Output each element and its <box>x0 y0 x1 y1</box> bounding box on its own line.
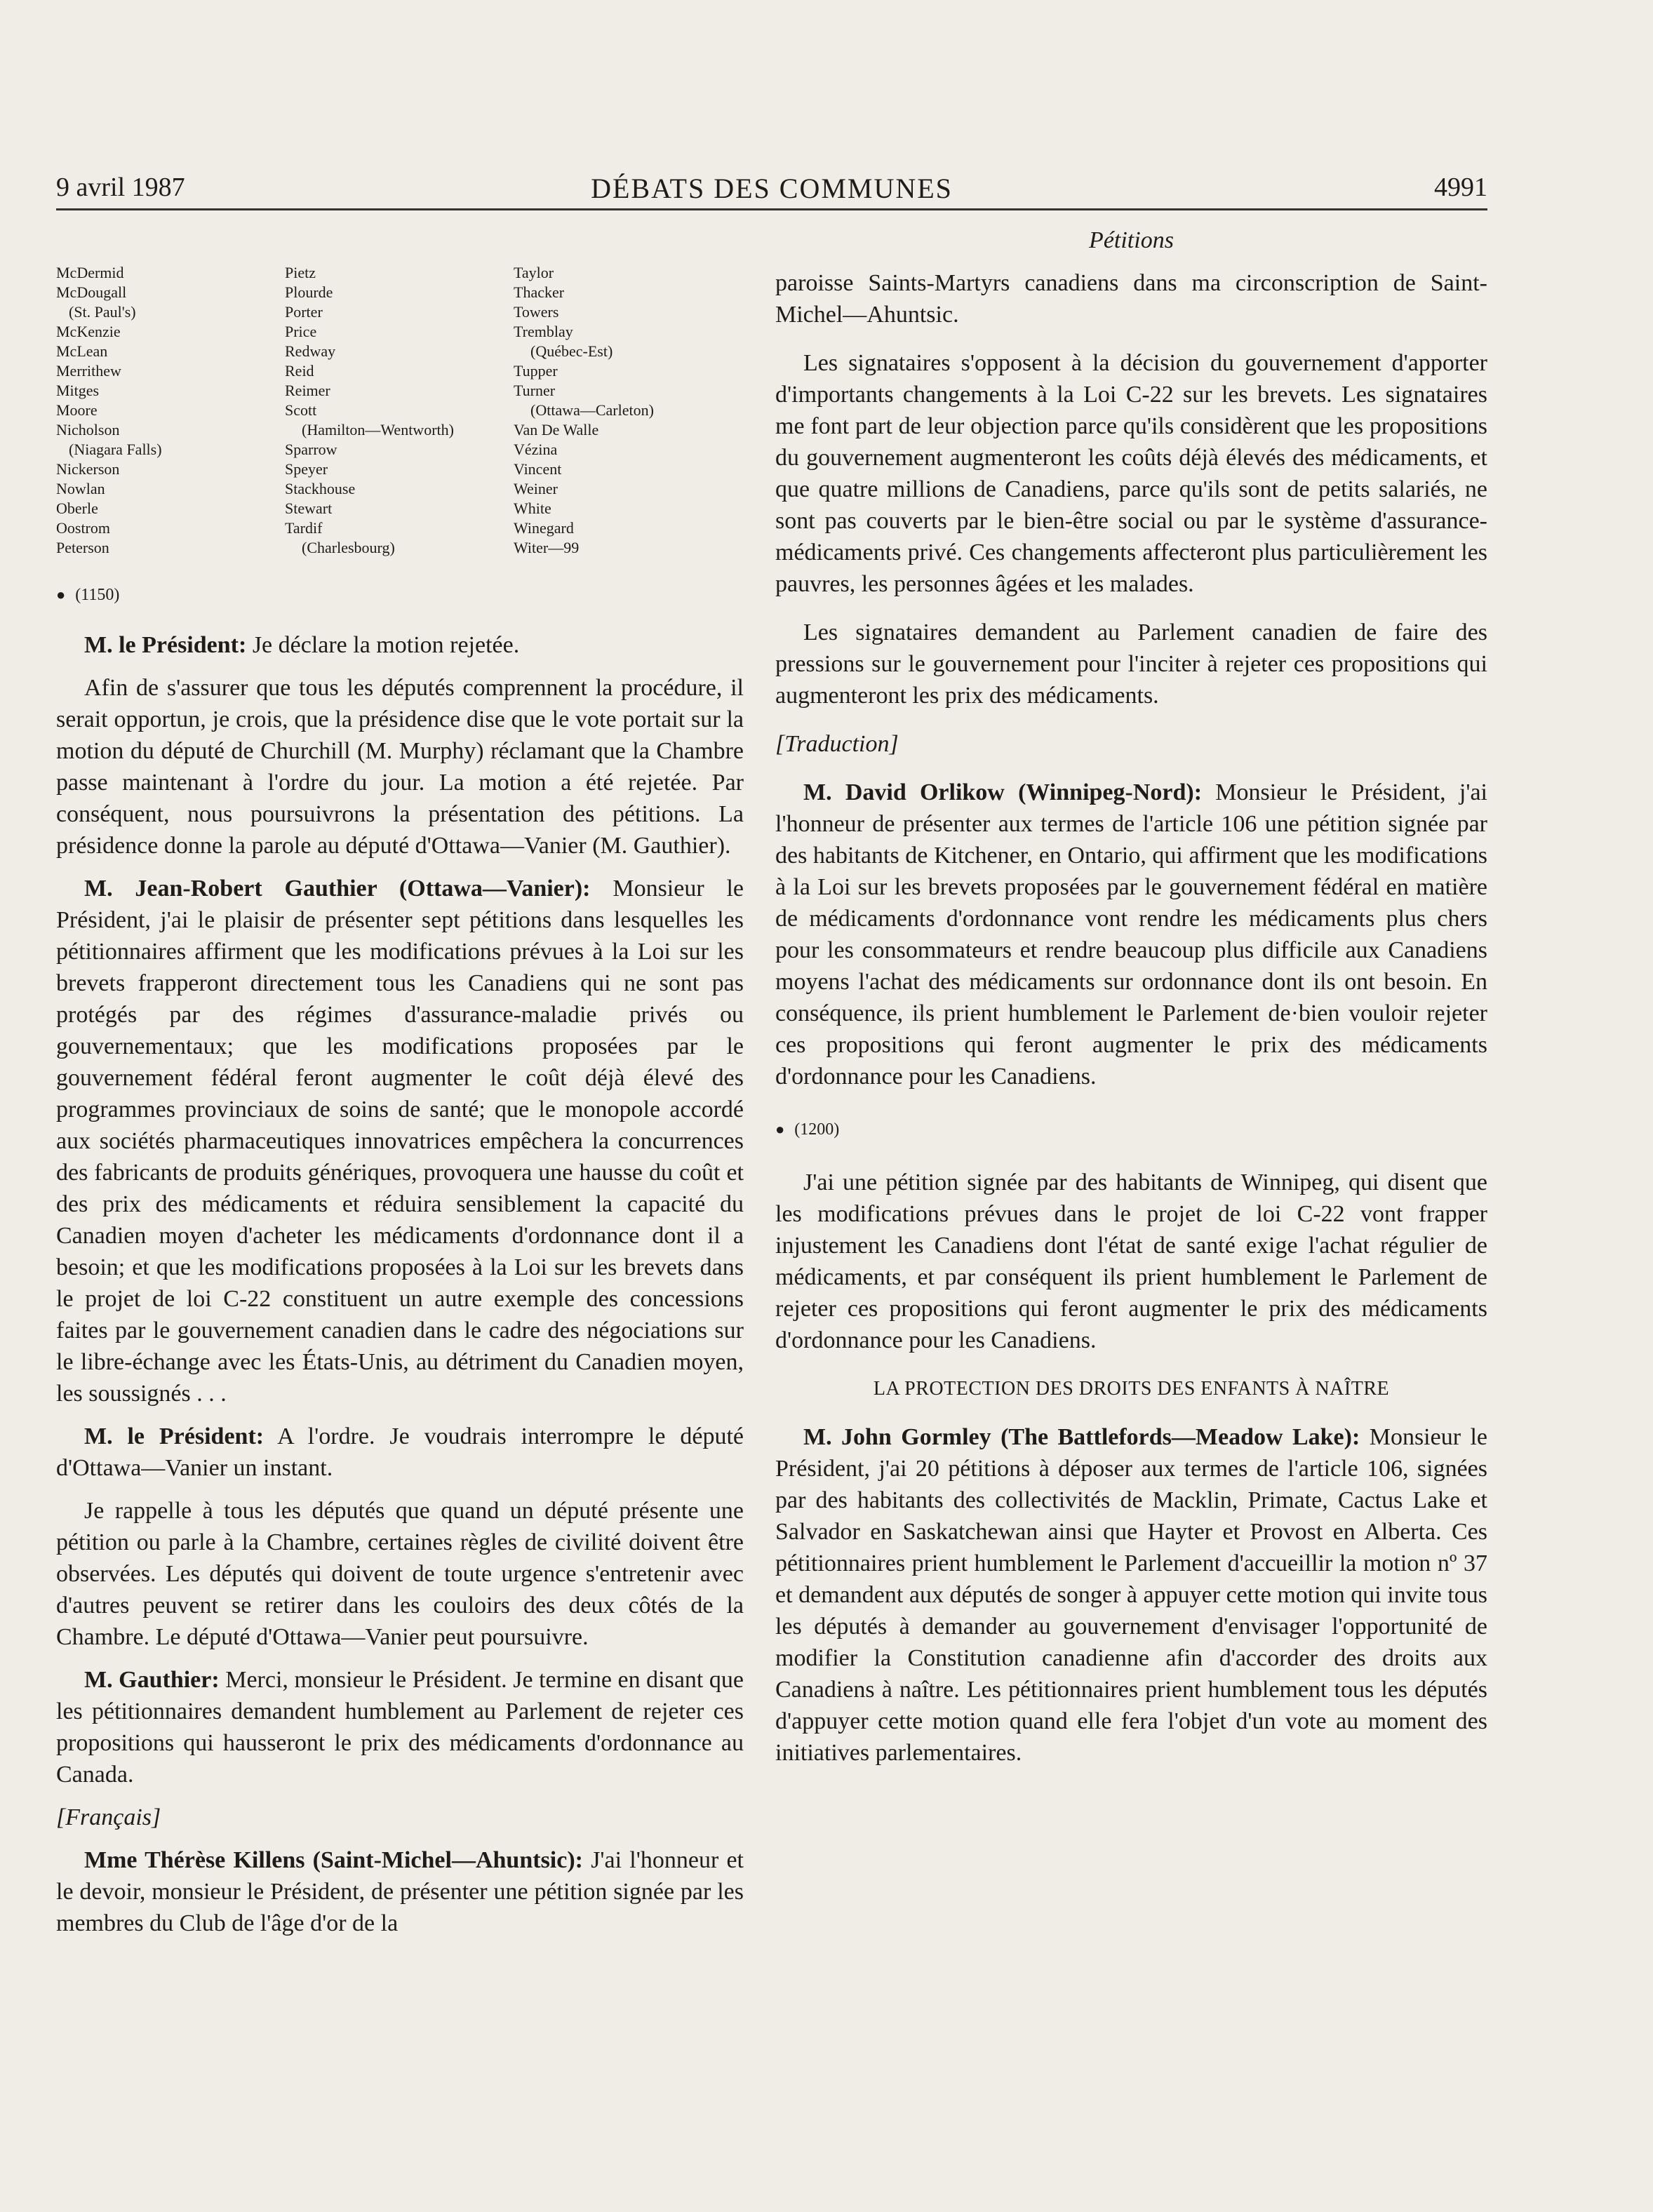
vote-name: Plourde <box>285 283 333 301</box>
paragraph: M. le Président: Je déclare la motion rejetée. <box>84 632 520 658</box>
vote-name: Price <box>285 323 317 340</box>
vote-name: Moore <box>56 401 98 419</box>
header-title: DÉBATS DES COMMUNES <box>591 173 953 204</box>
speaker-name: M. John Gormley (The Battlefords—Meadow Lake): <box>803 1424 1360 1450</box>
vote-name: Towers <box>514 303 559 321</box>
vote-name: McLean <box>56 342 108 360</box>
vote-name: Reimer <box>285 382 330 399</box>
vote-name: Merrithew <box>56 362 121 380</box>
vote-name: Oostrom <box>56 519 110 537</box>
vote-name: Mitges <box>56 382 100 399</box>
vote-name: Scott <box>285 401 317 419</box>
paragraph: Les signataires s'opposent à la décision du gouvernement d'apporter d'importants changements à la Loi C-22 sur les brevets. Les signataires me font part de leur objection parce qu'ils considèrent que les propositions du gouvernement augmenteront les coûts déjà élevés des médicaments, et que quatre millions de Canadiens, parce qu'ils sont de petits salariés, ne sont pas couverts par le bien-être social ou par le système d'assurance-médicaments privé. Ces changements affecteront plus particulièrement les pauvres, les personnes âgées et les malades. <box>775 350 1487 597</box>
vote-name: Turner <box>514 382 556 399</box>
paragraph: M. le Président: A l'ordre. Je voudrais interrompre le député d'Ottawa—Vanier un instant. <box>56 1423 744 1481</box>
header-rule <box>56 208 1487 210</box>
vote-name: Tremblay <box>514 323 573 340</box>
vote-name: Taylor <box>514 264 554 281</box>
language-label: [Français] <box>56 1804 161 1830</box>
page-header <box>56 172 1487 214</box>
paragraph: Les signataires demandent au Parlement canadien de faire des pressions sur le gouvernement pour l'inciter à rejeter ces propositions qui augmenteront les prix des médicaments. <box>775 619 1487 709</box>
vote-name: Stackhouse <box>285 480 356 497</box>
vote-name: McDougall <box>56 283 127 301</box>
vote-name: Tardif <box>285 519 323 537</box>
vote-name: Vincent <box>514 460 562 478</box>
language-label: [Traduction] <box>775 731 899 757</box>
vote-name: Oberle <box>56 500 98 517</box>
vote-name: Weiner <box>514 480 558 497</box>
header-page-number: 4991 <box>1434 173 1487 202</box>
vote-name: Witer—99 <box>514 539 580 556</box>
speaker-name: M. David Orlikow (Winnipeg-Nord): <box>803 779 1203 805</box>
paragraph: Je rappelle à tous les députés que quand un député présente une pétition ou parle à la Chambre, certaines règles de civilité doivent être observées. Les députés qui doivent de toute urgence s'entretenir avec d'autres peuvent se retirer dans les couloirs des deux côtés de la Chambre. Le député d'Ottawa—Vanier peut poursuivre. <box>56 1498 744 1650</box>
speaker-name: M. le Président: <box>84 1423 265 1449</box>
paragraph: Afin de s'assurer que tous les députés comprennent la procédure, il serait opportun, je crois, que la présidence dise que le vote portait sur la motion du député de Churchill (M. Murphy) réclamant que la Chambre passe maintenant à l'ordre du jour. La motion a été rejetée. Par conséquent, nous poursuivrons la présentation des pétitions. La présidence donne la parole au député d'Ottawa—Vanier (M. Gauthier). <box>56 675 744 859</box>
bullet-icon: ● <box>56 586 66 603</box>
left-column <box>56 224 744 1939</box>
paragraph: M. John Gormley (The Battlefords—Meadow Lake): Monsieur le Président, j'ai 20 pétitions à déposer aux termes de l'article 106, signées par des habitants des collectivités de Macklin, Primate, Cactus Lake et Salvador en Saskatchewan ainsi que Hayter et Provost en Alberta. Ces pétitionnaires prient humblement le Parlement d'accueillir la motion nº 37 et demandent aux députés de songer à appuyer cette motion qui invite tous les députés à demander au gouvernement d'envisager l'opportunité de modifier la Constitution canadienne afin d'accorder des droits aux Canadiens à naître. Les pétitionnaires prient humblement tous les députés d'appuyer cette motion quand elle fera l'objet d'un vote au moment des initiatives parlementaires. <box>775 1424 1487 1766</box>
vote-name: (Hamilton—Wentworth) <box>302 421 454 438</box>
vote-name: Reid <box>285 362 314 380</box>
vote-name: Porter <box>285 303 323 321</box>
vote-name: McDermid <box>56 264 124 281</box>
header-date: 9 avril 1987 <box>56 173 185 202</box>
paragraph: M. David Orlikow (Winnipeg-Nord): Monsieur le Président, j'ai l'honneur de présenter aux termes de l'article 106 une pétition signée par des habitants de Kitchener, en Ontario, qui affirment que les modifications à la Loi sur les brevets proposées par le gouvernement fédéral en matière de médicaments d'ordonnance vont rendre les médicaments plus chers pour les consommateurs et rendre beaucoup plus difficile aux Canadiens moyens l'achat des médicaments sur ordonnance dont ils ont besoin. En conséquence, ils prient humblement le Parlement de·bien vouloir rejeter ces propositions qui feront augmenter le prix des médicaments d'ordonnance pour les Canadiens. <box>775 779 1487 1090</box>
vote-name: Tupper <box>514 362 558 380</box>
vote-name: Stewart <box>285 500 333 517</box>
vote-list-col2 <box>285 263 514 558</box>
vote-list-col1 <box>56 263 285 558</box>
vote-name: Redway <box>285 342 336 360</box>
vote-list-col3 <box>514 263 742 558</box>
vote-name: Winegard <box>514 519 574 537</box>
vote-name: McKenzie <box>56 323 121 340</box>
vote-name: Nowlan <box>56 480 105 497</box>
vote-name: Thacker <box>514 283 565 301</box>
vote-name: (Charlesbourg) <box>302 539 395 556</box>
vote-name: Peterson <box>56 539 109 556</box>
speaker-name: M. Jean-Robert Gauthier (Ottawa—Vanier): <box>84 876 591 901</box>
vote-name: Pietz <box>285 264 316 281</box>
vote-name: Van De Walle <box>514 421 599 438</box>
paragraph: M. Jean-Robert Gauthier (Ottawa—Vanier): Monsieur le Président, j'ai le plaisir de présenter sept pétitions dans lesquelles les pétitionnaires affirment que les modifications prévues à la Loi sur les brevets frapperont directement tous les Canadiens qui ne sont pas protégés par des régimes d'assurance-maladie privés ou gouvernementaux; que les modifications proposées par le gouvernement fédéral feront augmenter le coût déjà élevé des programmes provinciaux de soins de santé; que le monopole accordé aux sociétés pharmaceutiques innovatrices empêchera la concurrences des fabricants de produits génériques, provoquera une hausse du coût et des prix des médicaments et réduira sensiblement la capacité du Canadien moyen d'acheter les médicaments d'ordonnance dont il a besoin; et que les modifications proposées à la Loi sur les brevets dans le projet de loi C-22 constituent un autre exemple des concessions faites par le gouvernement canadien dans le cadre des négociations sur le libre-échange avec les États-Unis, au détriment du Canadien moyen, les soussignés . . . <box>56 876 744 1407</box>
section-title: Pétitions <box>1089 227 1174 253</box>
section-heading: LA PROTECTION DES DROITS DES ENFANTS À NAÎTRE <box>873 1378 1390 1400</box>
speaker-name: M. le Président: <box>84 632 247 658</box>
vote-name: (Ottawa—Carleton) <box>530 401 654 419</box>
vote-name: Vézina <box>514 441 558 458</box>
paragraph: J'ai une pétition signée par des habitants de Winnipeg, qui disent que les modifications prévues dans le projet de loi C-22 vont frapper injustement les Canadiens dont l'état de santé exige l'achat régulier de médicaments, et par conséquent ils prient humblement le Parlement de rejeter ces propositions qui feront augmenter le prix des médicaments d'ordonnance pour les Canadiens. <box>775 1169 1487 1353</box>
speaker-name: Mme Thérèse Killens (Saint-Michel—Ahuntsic): <box>84 1847 583 1873</box>
vote-list <box>56 263 744 558</box>
vote-name: (Québec-Est) <box>530 342 613 360</box>
timestamp: ● (1150) <box>56 586 120 604</box>
vote-name: Nicholson <box>56 421 120 438</box>
timestamp: ● (1200) <box>775 1120 840 1139</box>
vote-name: Sparrow <box>285 441 337 458</box>
vote-name: Speyer <box>285 460 328 478</box>
right-column <box>775 224 1487 1769</box>
vote-name: White <box>514 500 551 517</box>
vote-name: Nickerson <box>56 460 120 478</box>
vote-name: (St. Paul's) <box>69 303 136 321</box>
speaker-name: M. Gauthier: <box>84 1667 220 1693</box>
paragraph: M. Gauthier: Merci, monsieur le Président. Je termine en disant que les pétitionnaires demandent humblement au Parlement de rejeter ces propositions qui hausseront le prix des médicaments d'ordonnance au Canada. <box>56 1667 744 1788</box>
paragraph: paroisse Saints-Martyrs canadiens dans ma circonscription de Saint-Michel—Ahuntsic. <box>775 270 1487 328</box>
bullet-icon: ● <box>775 1120 785 1138</box>
paragraph: Mme Thérèse Killens (Saint-Michel—Ahuntsic): J'ai l'honneur et le devoir, monsieur le Président, de présenter une pétition signée par les membres du Club de l'âge d'or de la <box>56 1847 744 1936</box>
vote-name: (Niagara Falls) <box>69 441 162 458</box>
